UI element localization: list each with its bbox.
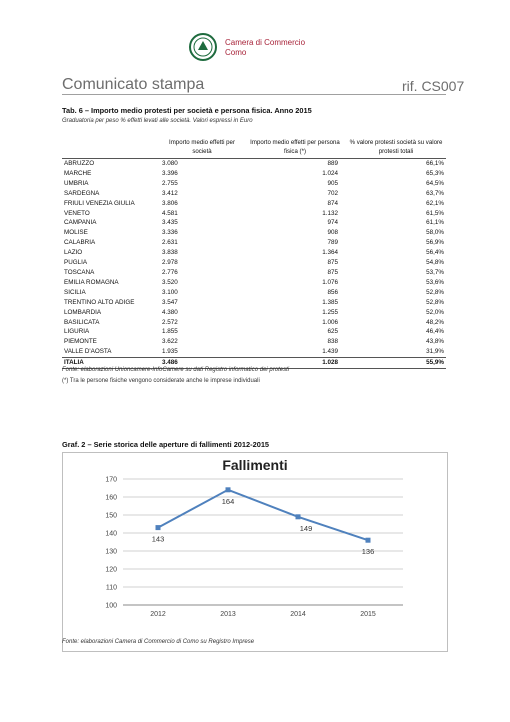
person-amount-cell: 889 (327, 160, 338, 167)
data-point (366, 538, 371, 543)
company-amount-cell: 3.838 (162, 249, 178, 257)
company-amount-cell: 3.100 (162, 288, 178, 296)
total-region-cell: ITALIA (62, 358, 160, 369)
region-cell: PIEMONTE (64, 338, 97, 346)
y-tick-label: 100 (105, 602, 117, 610)
company-amount-cell: 3.412 (162, 189, 178, 197)
page-title: Comunicato stampa (62, 76, 205, 93)
region-cell: LAZIO (64, 249, 83, 257)
y-tick-label: 150 (105, 512, 117, 520)
table-row (62, 238, 446, 248)
table-row (62, 337, 446, 347)
chart-section-title: Graf. 2 – Serie storica delle aperture di fallimenti 2012-2015 (62, 440, 270, 449)
percent-cell: 48,2% (426, 318, 444, 326)
percent-cell: 65,3% (426, 169, 444, 177)
company-amount-cell: 3.435 (162, 219, 178, 227)
chart-frame (62, 452, 448, 652)
region-cell: MOLISE (64, 229, 88, 237)
total-person-amount-cell: 1.028 (244, 358, 346, 369)
chart-source: Fonte: elaborazioni Camera di Commercio di Como su Registro Imprese (62, 639, 255, 645)
person-amount-cell: 1.132 (322, 209, 338, 217)
x-tick-label: 2015 (360, 611, 376, 618)
person-amount-cell: 789 (327, 239, 338, 247)
data-point (156, 525, 161, 530)
y-tick-label: 160 (105, 494, 117, 502)
region-cell: LIGURIA (64, 328, 90, 336)
region-cell: TRENTINO ALTO ADIGE (64, 298, 135, 306)
percent-cell: 63,7% (426, 189, 444, 197)
data-label: 136 (361, 547, 375, 557)
percent-cell: 56,9% (426, 239, 444, 247)
table-source: Fonte: elaborazioni Unioncamere-InfoCamere su dati Registro informatico dei protesti (62, 367, 290, 373)
percent-cell: 52,0% (426, 308, 444, 316)
company-amount-cell: 3.080 (162, 160, 178, 167)
column-header-region (62, 136, 160, 159)
total-company-amount-cell: 3.486 (160, 358, 244, 369)
region-cell: BASILICATA (64, 318, 100, 326)
percent-cell: 66,1% (426, 160, 444, 167)
person-amount-cell: 875 (327, 268, 338, 276)
percent-cell: 52,8% (426, 298, 444, 306)
table-row (62, 327, 446, 337)
region-cell: MARCHE (64, 169, 92, 177)
person-amount-cell: 856 (327, 288, 338, 296)
company-amount-cell: 3.622 (162, 338, 178, 346)
person-amount-cell: 908 (327, 229, 338, 237)
table-row (62, 218, 446, 228)
region-cell: VENETO (64, 209, 90, 217)
table-row (62, 189, 446, 199)
table-body (62, 159, 446, 369)
data-label: 164 (221, 496, 235, 506)
region-cell: UMBRIA (64, 179, 89, 187)
data-label: 143 (151, 534, 165, 544)
person-amount-cell: 905 (327, 179, 338, 187)
region-cell: EMILIA ROMAGNA (64, 278, 119, 286)
person-amount-cell: 1.255 (322, 308, 338, 316)
company-amount-cell: 1.855 (162, 328, 178, 336)
table-row (62, 258, 446, 268)
company-amount-cell: 4.380 (162, 308, 178, 316)
region-cell: LOMBARDIA (64, 308, 102, 316)
percent-cell: 52,8% (426, 288, 444, 296)
region-cell: SARDEGNA (64, 189, 100, 197)
company-amount-cell: 2.978 (162, 259, 178, 267)
region-cell: SICILIA (64, 288, 86, 296)
percent-cell: 53,7% (426, 268, 444, 276)
data-point (296, 514, 301, 519)
table-row (62, 159, 446, 169)
table-row (62, 298, 446, 308)
region-cell: FRIULI VENEZIA GIULIA (64, 199, 135, 207)
percent-cell: 43,8% (426, 338, 444, 346)
company-amount-cell: 3.520 (162, 278, 178, 286)
person-amount-cell: 1.364 (322, 249, 338, 257)
fallimenti-chart (63, 453, 447, 637)
header-divider (62, 94, 446, 95)
protest-table (62, 136, 446, 369)
person-amount-cell: 1.439 (322, 348, 338, 356)
person-amount-cell: 874 (327, 199, 338, 207)
percent-cell: 54,8% (426, 259, 444, 267)
percent-cell: 46,4% (426, 328, 444, 336)
table-note: (*) Tra le persone fisiche vengono considerate anche le imprese individuali (62, 378, 260, 384)
person-amount-cell: 838 (327, 338, 338, 346)
table-row (62, 169, 446, 179)
y-tick-label: 170 (105, 476, 117, 484)
chart-title: Fallimenti (222, 457, 288, 473)
x-tick-label: 2012 (150, 611, 166, 618)
y-tick-label: 130 (105, 548, 117, 556)
percent-cell: 62,1% (426, 199, 444, 207)
percent-cell: 53,6% (426, 278, 444, 286)
company-amount-cell: 2.755 (162, 179, 178, 187)
total-percent-cell: 55,9% (346, 358, 446, 369)
table-row (62, 199, 446, 209)
table-row (62, 228, 446, 238)
table-row (62, 288, 446, 298)
organization-line-1: Camera di Commercio (225, 38, 306, 47)
company-amount-cell: 3.396 (162, 169, 178, 177)
person-amount-cell: 1.385 (322, 298, 338, 306)
x-tick-label: 2014 (290, 611, 306, 618)
person-amount-cell: 1.076 (322, 278, 338, 286)
table-row (62, 248, 446, 258)
table-header-row (62, 136, 446, 159)
x-tick-label: 2013 (220, 611, 236, 618)
y-tick-label: 140 (105, 530, 117, 538)
y-tick-label: 110 (105, 584, 117, 592)
percent-cell: 56,4% (426, 249, 444, 257)
person-amount-cell: 1.024 (322, 169, 338, 177)
percent-cell: 31,9% (426, 348, 444, 356)
percent-cell: 61,1% (426, 219, 444, 227)
table-title: Tab. 6 – Importo medio protesti per società e persona fisica. Anno 2015 (62, 106, 312, 115)
column-header-person-amount: Importo medio effetti per persona fisica (*) (244, 136, 346, 159)
company-amount-cell: 3.806 (162, 199, 178, 207)
table-row (62, 278, 446, 288)
company-amount-cell: 2.572 (162, 318, 178, 326)
y-tick-label: 120 (105, 566, 117, 574)
data-point (226, 487, 231, 492)
region-cell: ABRUZZO (64, 160, 95, 167)
region-cell: CAMPANIA (64, 219, 97, 227)
region-cell: VALLE D'AOSTA (64, 348, 112, 356)
organization-line-2: Como (225, 48, 247, 57)
percent-cell: 58,0% (426, 229, 444, 237)
company-amount-cell: 1.935 (162, 348, 178, 356)
region-cell: CALABRIA (64, 239, 96, 247)
table-subtitle: Graduatoria per peso % effetti levati alle società. Valori espressi in Euro (62, 118, 253, 124)
table-row (62, 308, 446, 318)
region-cell: PUGLIA (64, 259, 88, 267)
table-row (62, 318, 446, 328)
table-row (62, 268, 446, 278)
company-amount-cell: 2.776 (162, 268, 178, 276)
person-amount-cell: 875 (327, 259, 338, 267)
company-amount-cell: 3.547 (162, 298, 178, 306)
organization-name (225, 38, 305, 58)
person-amount-cell: 974 (327, 219, 338, 227)
person-amount-cell: 1.006 (322, 318, 338, 326)
table-row (62, 347, 446, 357)
table-row (62, 209, 446, 219)
person-amount-cell: 625 (327, 328, 338, 336)
column-header-percent: % valore protesti società su valore protesti totali (346, 136, 446, 159)
data-label: 149 (299, 523, 313, 533)
chamber-logo-icon (188, 32, 218, 62)
percent-cell: 64,5% (426, 179, 444, 187)
company-amount-cell: 3.336 (162, 229, 178, 237)
reference-code: rif. CS007 (402, 78, 465, 94)
percent-cell: 61,5% (426, 209, 444, 217)
column-header-company-amount: Importo medio effetti per società (160, 136, 244, 159)
person-amount-cell: 702 (327, 189, 338, 197)
company-amount-cell: 2.631 (162, 239, 178, 247)
company-amount-cell: 4.581 (162, 209, 178, 217)
table-row (62, 179, 446, 189)
region-cell: TOSCANA (64, 268, 95, 276)
